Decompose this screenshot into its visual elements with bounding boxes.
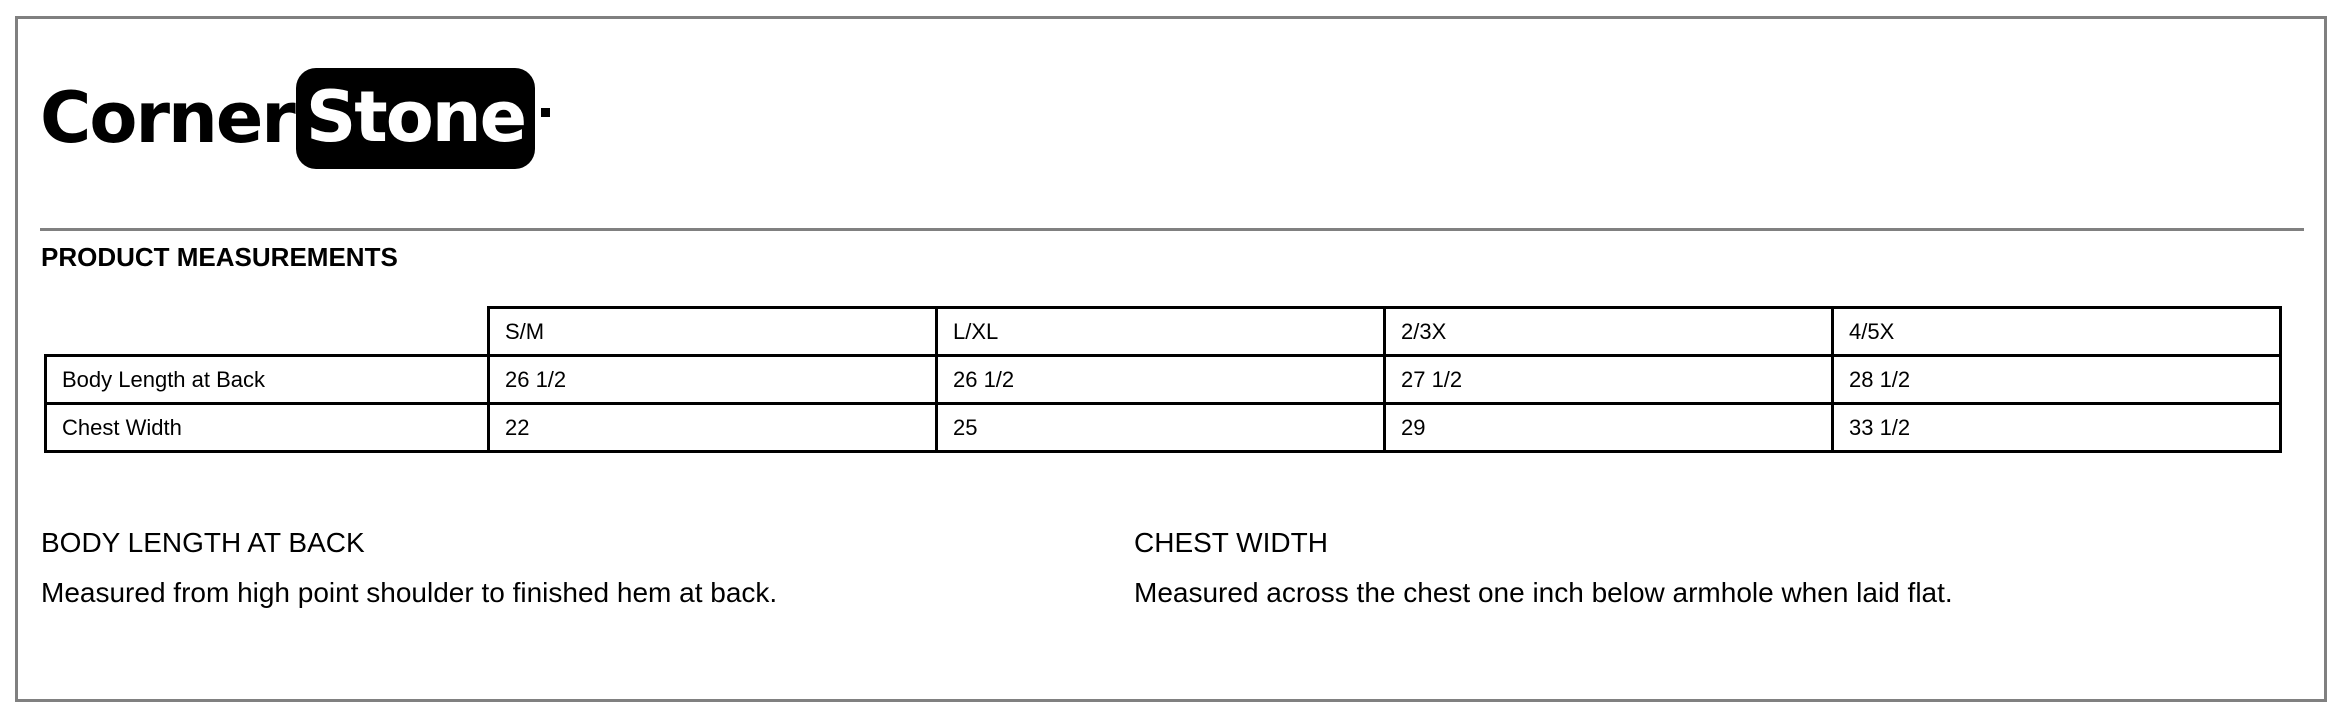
table-cell: 29	[1384, 404, 1832, 452]
table-header-row	[46, 308, 2281, 356]
table-cell: 22	[488, 404, 936, 452]
definition-body-length	[41, 524, 777, 612]
brand-logo	[40, 66, 550, 170]
logo-dot	[541, 108, 550, 117]
row-label: Body Length at Back	[46, 356, 489, 404]
table-cell: 26 1/2	[936, 356, 1384, 404]
measurements-table	[44, 306, 2282, 453]
size-header: S/M	[488, 308, 936, 356]
table-row	[46, 356, 2281, 404]
definition-text: Measured from high point shoulder to finished hem at back.	[41, 577, 778, 608]
logo-text-corner: Corner	[40, 77, 294, 159]
header-divider	[40, 228, 2304, 231]
table-cell: 28 1/2	[1832, 356, 2280, 404]
size-header: 4/5X	[1832, 308, 2280, 356]
size-header: L/XL	[936, 308, 1384, 356]
table-cell: 26 1/2	[488, 356, 936, 404]
definition-title: CHEST WIDTH	[1134, 527, 1328, 558]
table-corner-cell	[46, 308, 489, 356]
table-cell: 33 1/2	[1832, 404, 2280, 452]
definition-text: Measured across the chest one inch below armhole when laid flat.	[1134, 577, 1953, 608]
table-cell: 27 1/2	[1384, 356, 1832, 404]
size-header: 2/3X	[1384, 308, 1832, 356]
logo-text-stone: Stone	[296, 68, 535, 169]
section-title: PRODUCT MEASUREMENTS	[41, 242, 398, 272]
row-label: Chest Width	[46, 404, 489, 452]
table-cell: 25	[936, 404, 1384, 452]
table-row	[46, 404, 2281, 452]
definition-title: BODY LENGTH AT BACK	[41, 527, 365, 558]
definition-chest-width	[1134, 524, 1953, 612]
